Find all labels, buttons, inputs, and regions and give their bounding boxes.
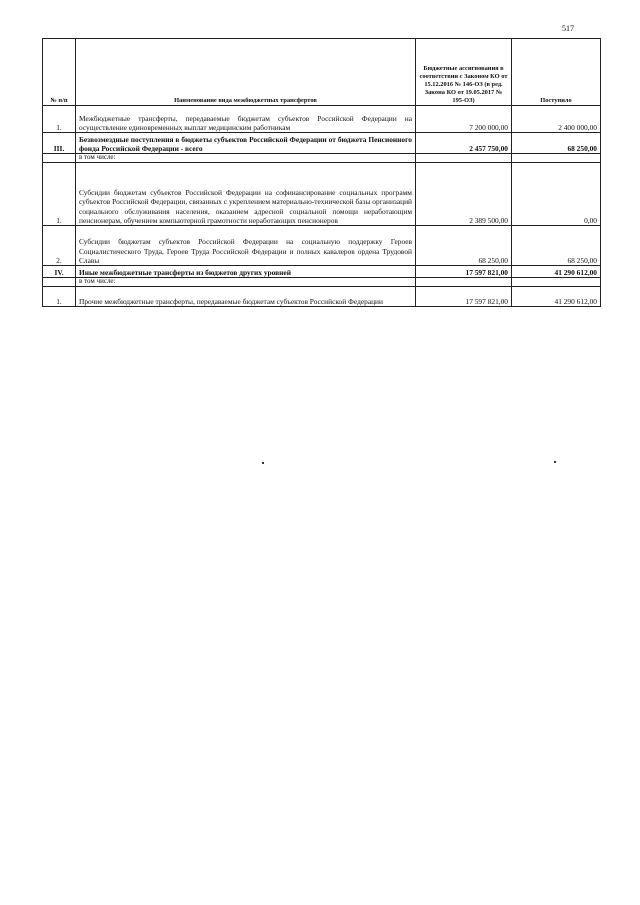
row-budget: 68 250,00 <box>416 226 512 266</box>
row-budget: 2 389 500,00 <box>416 163 512 226</box>
row-name: Межбюджетные трансферты, передаваемые бюджетам субъектов Российской Федерации на осуществление единовременных выплат медицинским работникам <box>76 106 416 133</box>
row-name: Субсидии бюджетам субъектов Российской Федерации на социальную поддержку Героев Социалистического Труда, Героев Труда Российской Федерации и полных кавалеров ордена Трудовой Славы <box>76 226 416 266</box>
row-received: 68 250,00 <box>512 133 601 154</box>
table-row-subheading <box>43 154 601 163</box>
row-budget: 7 200 000,00 <box>416 106 512 133</box>
row-received: 68 250,00 <box>512 226 601 266</box>
table-header-row <box>43 39 601 106</box>
transfers-table <box>42 38 601 307</box>
row-received <box>512 154 601 163</box>
row-number <box>43 278 76 287</box>
page-number: 517 <box>562 24 574 33</box>
table-row <box>43 226 601 266</box>
table-row-section <box>43 133 601 154</box>
row-received: 41 290 612,00 <box>512 266 601 278</box>
row-name: в том числе: <box>76 154 416 163</box>
header-budget: Бюджетные ассигнования в соответствии с Законом КО от 15.12.2016 № 146-ОЗ (в ред. Закона КО от 19.05.2017 № 195-ОЗ) <box>416 39 512 106</box>
row-name: Безвозмездные поступления в бюджеты субъектов Российской Федерации от бюджета Пенсионного фонда Российской Федерации - всего <box>76 133 416 154</box>
row-name: Субсидии бюджетам субъектов Российской Федерации на софинансирование социальных программ субъектов Российской Федерации, связанных с укреплением материально-технической базы организаций социального обслуживания населения, оказанием адресной социальной помощи неработающим пенсионерам, обучением компьютерной грамотности неработающих пенсионеров <box>76 163 416 226</box>
row-received: 2 400 000,00 <box>512 106 601 133</box>
row-budget <box>416 278 512 287</box>
row-name: в том числе: <box>76 278 416 287</box>
table-row-subheading <box>43 278 601 287</box>
header-received: Поступило <box>512 39 601 106</box>
scan-dot <box>554 461 556 463</box>
row-number: 1. <box>43 287 76 307</box>
row-number: IV. <box>43 266 76 278</box>
table-row <box>43 287 601 307</box>
row-number: 1. <box>43 106 76 133</box>
row-budget: 2 457 750,00 <box>416 133 512 154</box>
row-received: 41 290 612,00 <box>512 287 601 307</box>
scan-dot <box>262 462 264 464</box>
row-number: III. <box>43 133 76 154</box>
table-row <box>43 163 601 226</box>
row-budget: 17 597 821,00 <box>416 287 512 307</box>
table-row-section <box>43 266 601 278</box>
header-number: № п/п <box>43 39 76 106</box>
row-budget <box>416 154 512 163</box>
row-number: 2. <box>43 226 76 266</box>
header-name: Наименование вида межбюджетных трансфертов <box>76 39 416 106</box>
row-number: 1. <box>43 163 76 226</box>
row-number <box>43 154 76 163</box>
row-name: Иные межбюджетные трансферты из бюджетов других уровней <box>76 266 416 278</box>
row-name: Прочие межбюджетные трансферты, передаваемые бюджетам субъектов Российской Федерации <box>76 287 416 307</box>
row-received: 0,00 <box>512 163 601 226</box>
table-row <box>43 106 601 133</box>
row-budget: 17 597 821,00 <box>416 266 512 278</box>
row-received <box>512 278 601 287</box>
